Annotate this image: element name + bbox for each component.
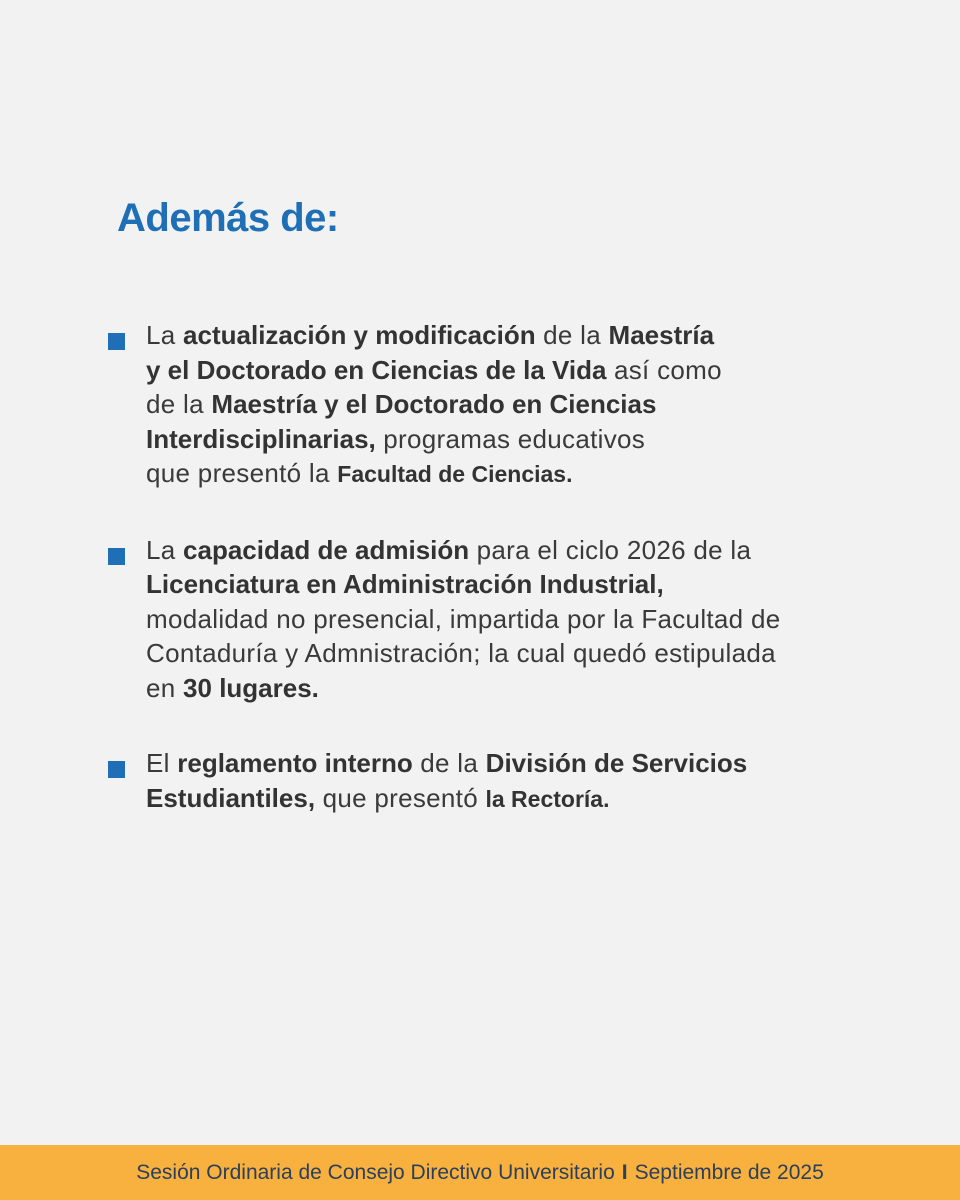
text-line: Contaduría y Admnistración; la cual quedó estipulada xyxy=(146,638,776,668)
square-bullet-icon xyxy=(108,548,125,565)
list-item xyxy=(108,533,888,706)
text-line: de la Maestría y el Doctorado en Ciencias xyxy=(146,389,657,419)
square-bullet-icon xyxy=(108,761,125,778)
text-line: La actualización y modificación de la Maestría xyxy=(146,320,715,350)
footer-separator: I xyxy=(621,1160,628,1184)
text-line: El reglamento interno de la División de Servicios xyxy=(146,748,748,778)
list-item-text xyxy=(146,318,888,492)
bullet-list xyxy=(108,318,888,857)
text-line: Interdisciplinarias, programas educativos xyxy=(146,423,646,454)
text-line: Licenciatura en Administración Industrial, xyxy=(146,569,664,599)
footer-session-title: Sesión Ordinaria de Consejo Directivo Universitario xyxy=(136,1160,615,1184)
text-line: en 30 lugares. xyxy=(146,672,319,703)
footer-banner xyxy=(0,1145,960,1200)
page-title: Además de: xyxy=(117,196,339,240)
list-item xyxy=(108,318,888,492)
list-item xyxy=(108,746,888,816)
text-line: La capacidad de admisión para el ciclo 2026 de la xyxy=(146,534,752,565)
text-line: modalidad no presencial, impartida por la Facultad de xyxy=(146,603,781,634)
list-item-text xyxy=(146,746,888,816)
footer-date: Septiembre de 2025 xyxy=(634,1160,824,1184)
text-line: y el Doctorado en Ciencias de la Vida así como xyxy=(146,354,722,385)
square-bullet-icon xyxy=(108,333,125,350)
text-line: Estudiantiles, que presentó la Rectoría. xyxy=(146,782,610,813)
text-line: que presentó la Facultad de Ciencias. xyxy=(146,458,573,488)
list-item-text xyxy=(146,533,888,706)
